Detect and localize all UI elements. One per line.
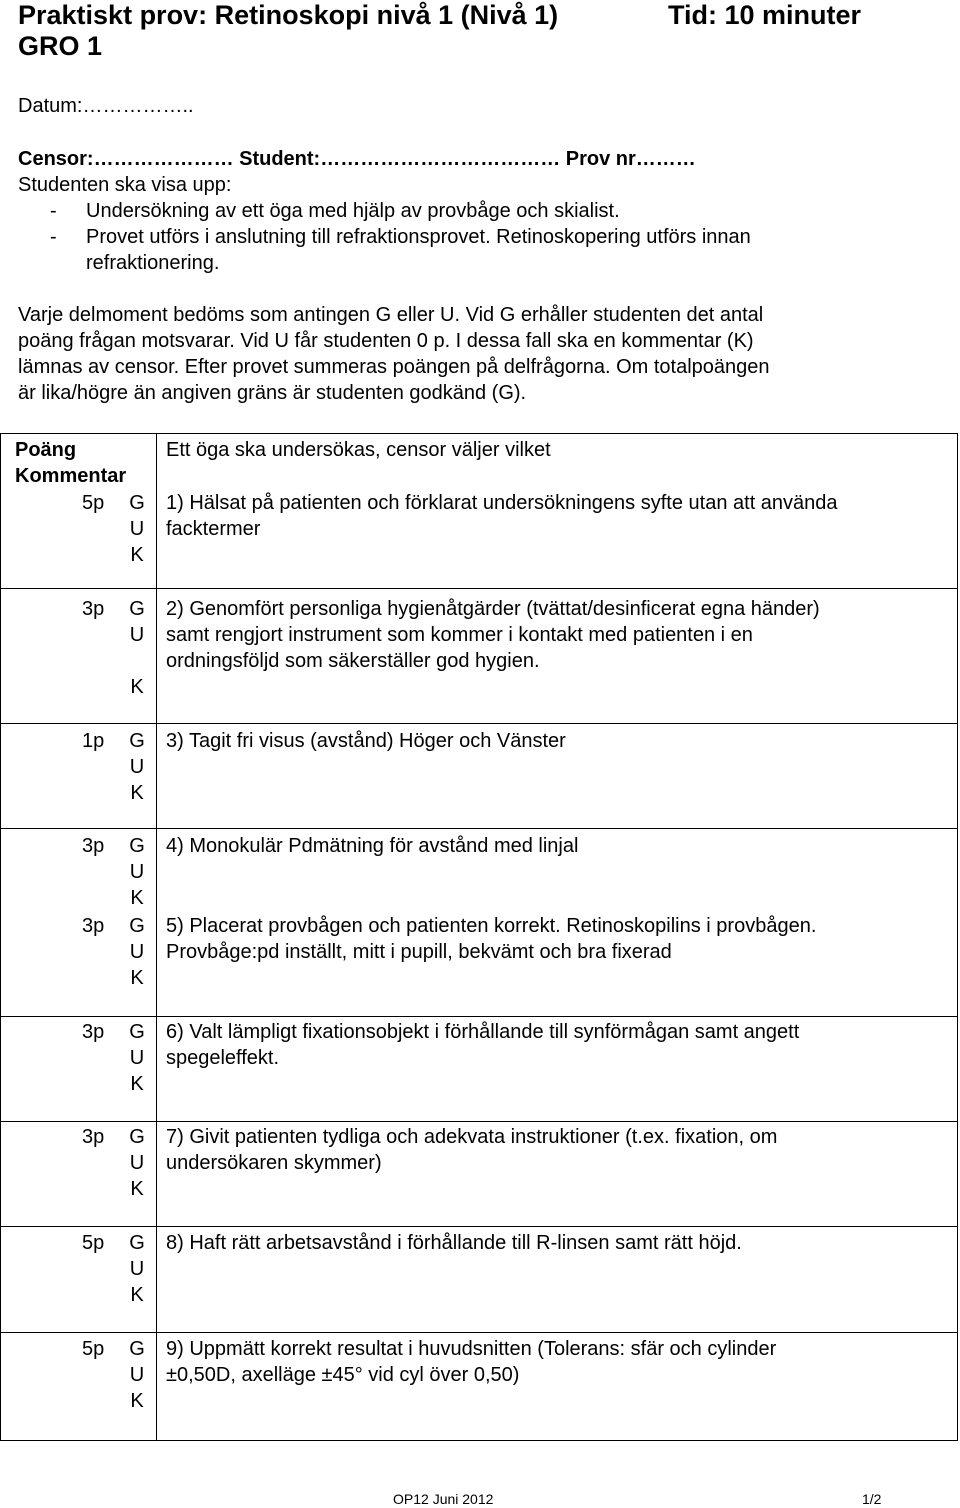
grade-k[interactable]: K xyxy=(130,887,144,909)
list-dash: - xyxy=(50,200,57,222)
grade-g[interactable]: G xyxy=(129,1232,145,1254)
row-divider xyxy=(1,1332,957,1333)
grade-u[interactable]: U xyxy=(129,941,145,963)
task-line: 6) Valt lämpligt fixationsobjekt i förhållande till synförmågan samt angett xyxy=(166,1021,800,1043)
time-limit: Tid: 10 minuter xyxy=(668,0,862,30)
list-item xyxy=(50,198,930,224)
grade-options xyxy=(125,1230,149,1308)
row-points: 3p xyxy=(82,1021,105,1043)
page-title: Praktiskt prov: Retinoskopi nivå 1 (Nivå 1) xyxy=(18,0,559,30)
grade-g[interactable]: G xyxy=(129,835,145,857)
grade-options xyxy=(125,1019,149,1097)
grade-k[interactable]: K xyxy=(130,1073,144,1095)
list-item-text: Provet utförs i anslutning till refraktionsprovet. Retinoskopering utförs innan xyxy=(86,226,751,248)
row-divider xyxy=(1,588,957,589)
rules-line: poäng frågan motsvarar. Vid U får studenten 0 p. I dessa fall ska en kommentar (K) xyxy=(18,330,754,352)
grade-u[interactable]: U xyxy=(129,1047,145,1069)
grade-u[interactable]: U xyxy=(129,1364,145,1386)
task-line: undersökaren skymmer) xyxy=(166,1152,382,1174)
page-subtitle: GRO 1 xyxy=(18,31,103,61)
row-task xyxy=(166,1019,946,1071)
grade-k[interactable]: K xyxy=(130,1390,144,1412)
grade-u[interactable]: U xyxy=(129,1152,145,1174)
grade-u[interactable]: U xyxy=(129,624,145,646)
header-comment: Kommentar xyxy=(15,465,127,487)
grade-options xyxy=(125,1336,149,1414)
row-points: 3p xyxy=(82,835,105,857)
row-task xyxy=(166,1230,946,1256)
rules-line: Varje delmoment bedöms som antingen G eller U. Vid G erhåller studenten det antal xyxy=(18,304,764,326)
header-points: Poäng xyxy=(15,439,77,461)
row-task xyxy=(166,1124,946,1176)
row-task xyxy=(166,490,946,542)
row-divider xyxy=(1,828,957,829)
rules-line: är lika/högre än angiven gräns är studenten godkänd (G). xyxy=(18,382,527,404)
grade-g[interactable]: G xyxy=(129,1338,145,1360)
task-line: 7) Givit patienten tydliga och adekvata instruktioner (t.ex. fixation, om xyxy=(166,1126,778,1148)
grade-u[interactable]: U xyxy=(129,518,145,540)
grade-g[interactable]: G xyxy=(129,1021,145,1043)
row-divider xyxy=(1,1121,957,1122)
grade-u[interactable]: U xyxy=(129,1258,145,1280)
row-points: 5p xyxy=(82,1338,105,1360)
row-task xyxy=(166,728,946,754)
task-line: Provbåge:pd inställt, mitt i pupill, bekvämt och bra fixerad xyxy=(166,941,672,963)
row-points: 5p xyxy=(82,1232,105,1254)
row-points: 3p xyxy=(82,598,105,620)
censor-student-line: Censor:………………… Student:……………………………… Prov nr……… xyxy=(18,148,696,170)
list-item-continuation xyxy=(50,250,930,276)
date-field: Datum:…………….. xyxy=(18,95,194,117)
grade-k[interactable]: K xyxy=(130,1178,144,1200)
grade-g[interactable]: G xyxy=(129,1126,145,1148)
task-line: spegeleffekt. xyxy=(166,1047,280,1069)
header-task: Ett öga ska undersökas, censor väljer vilket xyxy=(166,439,551,461)
grade-k[interactable]: K xyxy=(130,676,144,698)
row-divider xyxy=(1,723,957,724)
grade-options xyxy=(125,1124,149,1202)
grade-g[interactable]: G xyxy=(129,915,145,937)
grade-g[interactable]: G xyxy=(129,730,145,752)
grade-k[interactable]: K xyxy=(130,782,144,804)
footer-doc-id: OP12 Juni 2012 xyxy=(393,1491,494,1507)
task-line: ±0,50D, axelläge ±45° vid cyl över 0,50) xyxy=(166,1364,520,1386)
list-dash: - xyxy=(50,226,57,248)
task-line: 5) Placerat provbågen och patienten korrekt. Retinoskopilins i provbågen. xyxy=(166,915,817,937)
grade-options xyxy=(125,490,149,568)
list-item xyxy=(50,224,930,250)
list-item-text: refraktionering. xyxy=(86,252,220,274)
list-item-text: Undersökning av ett öga med hjälp av provbåge och skialist. xyxy=(86,200,620,222)
grade-k[interactable]: K xyxy=(130,967,144,989)
task-line: 9) Uppmätt korrekt resultat i huvudsnitten (Tolerans: sfär och cylinder xyxy=(166,1338,777,1360)
row-points: 3p xyxy=(82,915,105,937)
grade-options xyxy=(125,913,149,991)
task-line: samt rengjort instrument som kommer i kontakt med patienten i en xyxy=(166,624,753,646)
grade-g[interactable]: G xyxy=(129,598,145,620)
task-line: 3) Tagit fri visus (avstånd) Höger och Vänster xyxy=(166,730,566,752)
grade-k[interactable]: K xyxy=(130,544,144,566)
grade-options xyxy=(125,596,149,700)
row-task xyxy=(166,596,946,674)
grade-k[interactable]: K xyxy=(130,1284,144,1306)
grade-u[interactable]: U xyxy=(129,861,145,883)
task-line: 8) Haft rätt arbetsavstånd i förhållande till R-linsen samt rätt höjd. xyxy=(166,1232,742,1254)
page-number: 1/2 xyxy=(862,1491,882,1507)
row-task xyxy=(166,833,946,859)
grade-u[interactable]: U xyxy=(129,756,145,778)
task-line: 2) Genomfört personliga hygienåtgärder (tvättat/desinficerat egna händer) xyxy=(166,598,820,620)
row-task xyxy=(166,1336,946,1388)
column-divider xyxy=(156,434,157,1440)
grade-options xyxy=(125,728,149,806)
row-divider xyxy=(1,1226,957,1227)
task-line: facktermer xyxy=(166,518,261,540)
task-line: ordningsföljd som säkerställer god hygien. xyxy=(166,650,540,672)
score-table xyxy=(0,433,958,1441)
task-line: 4) Monokulär Pdmätning för avstånd med linjal xyxy=(166,835,579,857)
row-points: 1p xyxy=(82,730,105,752)
grade-g[interactable]: G xyxy=(129,492,145,514)
row-points: 3p xyxy=(82,1126,105,1148)
intro-lead: Studenten ska visa upp: xyxy=(18,174,232,196)
row-divider xyxy=(1,1016,957,1017)
row-task xyxy=(166,913,946,965)
rules-line: lämnas av censor. Efter provet summeras poängen på delfrågorna. Om totalpoängen xyxy=(18,356,770,378)
task-line: 1) Hälsat på patienten och förklarat undersökningens syfte utan att använda xyxy=(166,492,838,514)
grade-options xyxy=(125,833,149,911)
row-points: 5p xyxy=(82,492,105,514)
